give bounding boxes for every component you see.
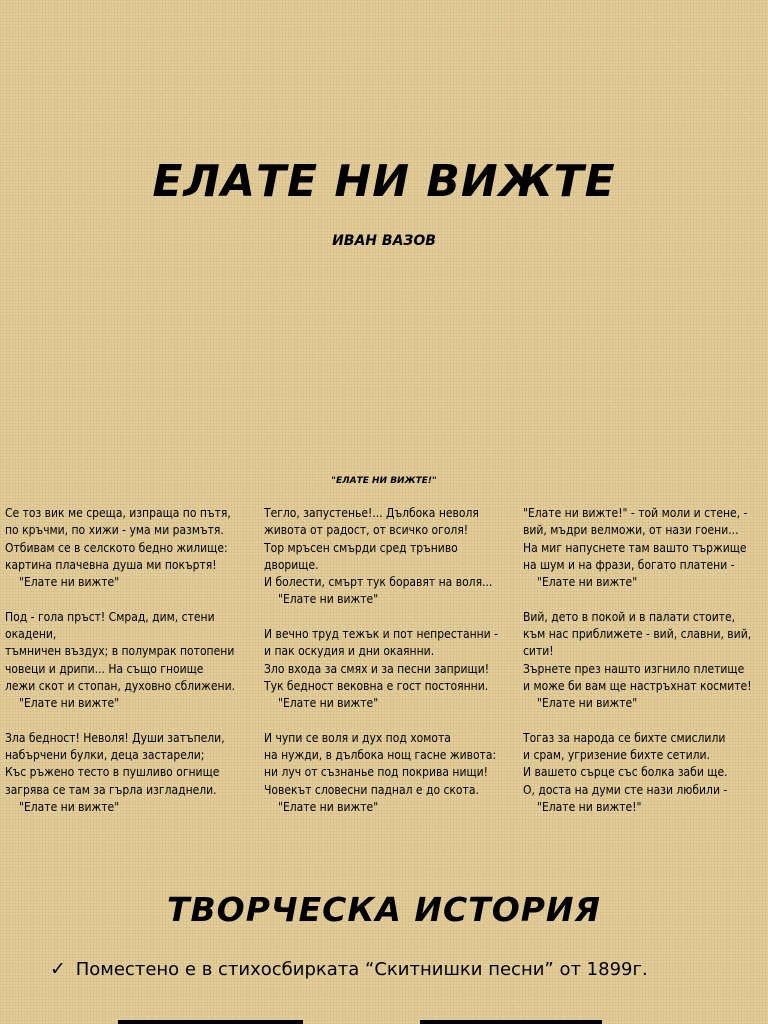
poem-line: на шум и на фрази, богато платени - [523,557,735,572]
refrain-line: "Елате ни вижте" [278,592,379,607]
poem-line: лежи скот и стопан, духовно сближени. [5,678,236,693]
refrain-line: "Елате ни вижте" [537,575,638,590]
poem-line: И вашето сърце със болка заби ще. [523,765,728,780]
poem-column-1 [5,505,255,834]
poem-line: тъмничен въздух; в полумрак потопени [5,644,235,659]
poem-line: дворище. [264,557,319,572]
poem-line: загрява се там за гърла изгладнели. [5,782,217,797]
poem-line: вий, мъдри велможи, от нази гоени... [523,523,739,538]
poem-line: И болести, смърт тук боравят на воля... [264,575,493,590]
refrain-line: "Елате ни вижте" [278,800,379,815]
poem-line: Тор мръсен смърди сред тръниво [264,540,458,555]
poem-line: на нужди, в дълбока нощ гасне живота: [264,748,497,763]
stanza [5,609,255,713]
poem-line: живота от радост, от всичко оголя! [264,523,469,538]
poem-line: Отбивам се в селското бедно жилище: [5,540,228,555]
poem-line: Се тоз вик ме среща, изпраща по пътя, [5,506,231,520]
poem-line: О, доста на думи сте нази любили - [523,782,728,797]
poem-line: Зла бедност! Неволя! Души затъпели, [5,730,225,745]
refrain-line: "Елате ни вижте" [19,696,120,711]
refrain-line: "Елате ни вижте" [537,696,638,711]
stanza [523,609,768,713]
stanza [5,505,255,591]
poem-line: Зърнете през нашто изгнило плетище [523,661,745,676]
poem-line: Вий, дето в покой и в палати стоите, [523,609,736,624]
poem-line: сити! [523,644,554,659]
title-slide [0,0,768,470]
bullet-item [50,958,760,980]
poem-line: На миг напуснете там вашто тържище [523,540,747,555]
refrain-line: "Елате ни вижте" [19,575,120,590]
poem-line: набърчени булки, деца застарели; [5,748,205,763]
poem-line: И вечно труд тежък и пот непрестанни - [264,627,499,642]
stanza [264,730,514,816]
poem-title: "ЕЛАТЕ НИ ВИЖТЕ!" [331,476,437,486]
poem-line: Къс ръжено тесто в пушливо огнище [5,765,220,780]
stanza [5,730,255,816]
stanza [264,505,514,609]
poem-column-3 [523,505,768,834]
refrain-line: "Елате ни вижте" [278,696,379,711]
refrain-line: "Елате ни вижте" [19,800,120,815]
stanza [523,730,768,816]
page-title: ЕЛАТЕ НИ ВИЖТЕ [152,156,616,207]
refrain-line: "Елате ни вижте!" [537,800,642,815]
author-name: ИВАН ВАЗОВ [332,233,436,249]
poem-line: човеци и дрипи... На също гноище [5,661,204,676]
poem-line: Тук бедност вековна е гост постоянни. [264,678,489,693]
poem-line: и пак оскудия и дни окаянни. [264,644,435,659]
stanza [523,505,768,591]
check-mark-icon: ✓ [50,958,66,980]
poem-line: "Елате ни вижте!" - той моли и стене, - [523,506,748,520]
poem-line: ни луч от съзнанье под покрива нищи! [264,765,488,780]
poem-line: Тогаз за народа се бихте смислили [523,730,726,745]
poem-line: окадени, [5,627,57,642]
bullet-text: Поместено е в стихосбирката “Скитнишки песни” от 1899г. [75,959,648,980]
section-title: ТВОРЧЕСКА ИСТОРИЯ [167,890,601,929]
poem-line: и може би вам ще настръхнат космите! [523,678,752,693]
bottom-divider-left [118,1020,303,1024]
poem-line: Тегло, запустенье!... Дълбока неволя [264,506,479,520]
bottom-divider-right [420,1020,602,1024]
poem-column-2 [264,505,514,834]
poem-line: Зло входа за смях и за песни заприщи! [264,661,490,676]
poem-line: по кръчми, по хижи - ума ми размътя. [5,523,224,538]
poem-line: Под - гола пръст! Смрад, дим, стени [5,609,215,624]
poem-line: към нас приближете - вий, славни, вий, [523,627,752,642]
poem-line: Човекът словесни паднал е до скота. [264,782,479,797]
stanza [264,626,514,712]
poem-line: И чупи се воля и дух под хомота [264,730,451,745]
poem-line: картина плачевна душа ми покъртя! [5,557,217,572]
poem-line: и срам, угризение бихте сетили. [523,748,710,763]
